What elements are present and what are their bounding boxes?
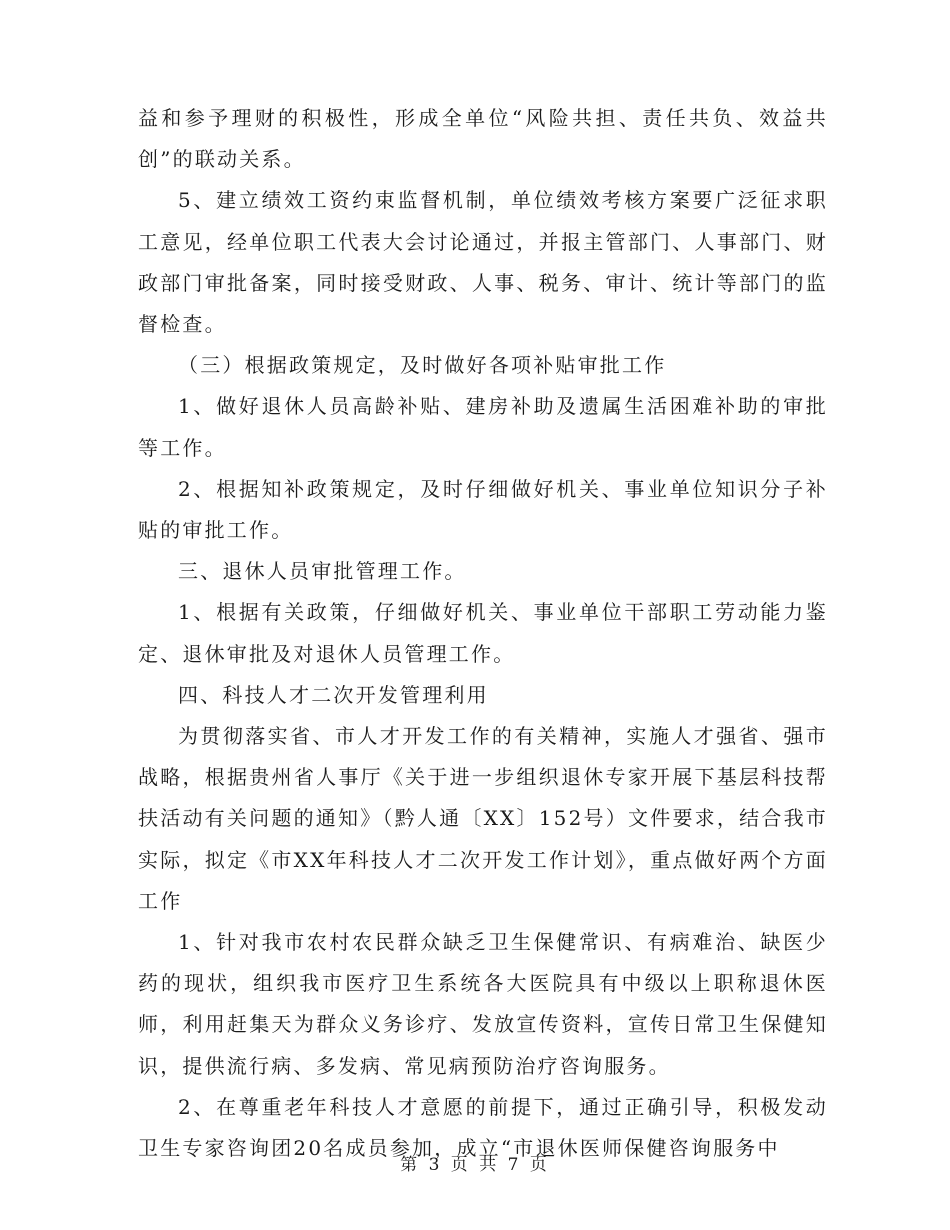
section-heading-8: 四、科技人才二次开发管理利用 bbox=[178, 682, 489, 707]
section-heading-6: 三、退休人员审批管理工作。 bbox=[178, 559, 467, 584]
paragraph-10: 1、针对我市农村农民群众缺乏卫生保健常识、有病难治、缺医少药的现状，组织我市医疗卫生系统各大医院具有中级以上职称退休医师，利用赶集天为群众义务诊疗、发放宣传资料，宣传日常卫生保健知识，提供流行病、多发病、常见病预防治疗咨询服务。 bbox=[138, 930, 828, 1078]
paragraph-11: 2、在尊重老年科技人才意愿的前提下，通过正确引导，积极发动卫生专家咨询团20名成员参加，成立“市退休医师保健咨询服务中 bbox=[138, 1094, 828, 1161]
paragraph-4: 1、做好退休人员高龄补贴、建房补助及遗属生活困难补助的审批等工作。 bbox=[138, 394, 828, 460]
paragraph-9: 为贯彻落实省、市人才开发工作的有关精神，实施人才强省、强市战略，根据贵州省人事厅《关于进一步组织退休专家开展下基层科技帮扶活动有关问题的通知》（黔人通〔XX〕152号）文件要求，结合我市实际，拟定《市XX年科技人才二次开发工作计划》，重点做好两个方面工作 bbox=[138, 724, 828, 913]
paragraph-1: 益和参予理财的积极性，形成全单位“风险共担、责任共负、效益共创”的联动关系。 bbox=[138, 106, 828, 172]
document-body bbox=[138, 98, 828, 1169]
paragraph-2: 5、建立绩效工资约束监督机制，单位绩效考核方案要广泛征求职工意见，经单位职工代表大会讨论通过，并报主管部门、人事部门、财政部门审批备案，同时接受财政、人事、税务、审计、统计等部门的监督检查。 bbox=[138, 188, 828, 337]
paragraph-7: 1、根据有关政策，仔细做好机关、事业单位干部职工劳动能力鉴定、退休审批及对退休人员管理工作。 bbox=[138, 600, 828, 666]
page-number-footer: 第 3 页 共 7 页 bbox=[400, 1155, 550, 1175]
section-heading-3: （三）根据政策规定，及时做好各项补贴审批工作 bbox=[178, 353, 667, 378]
paragraph-5: 2、根据知补政策规定，及时仔细做好机关、事业单位知识分子补贴的审批工作。 bbox=[138, 476, 828, 543]
